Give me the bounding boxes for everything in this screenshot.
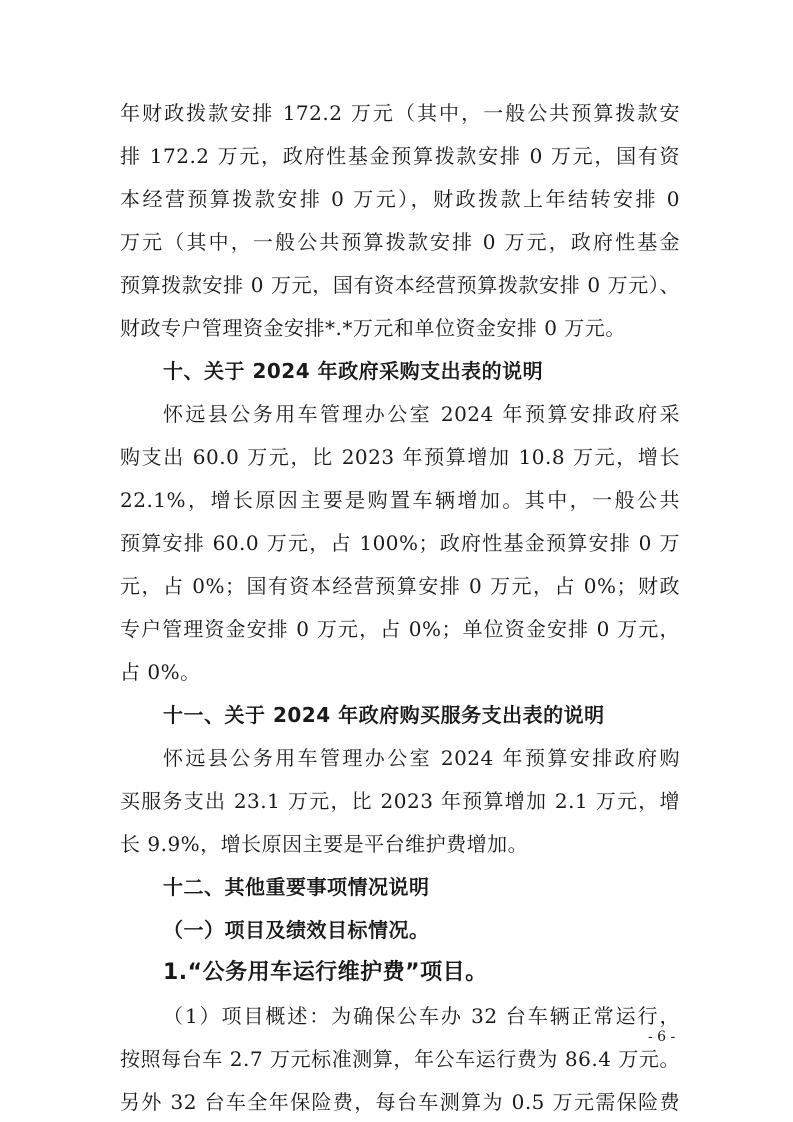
body-text-line: 长 9.9%，增长原因主要是平台维护费增加。 bbox=[120, 832, 529, 856]
body-text-line: 怀远县公务用车管理办公室 2024 年预算安排政府采 bbox=[163, 402, 680, 426]
body-text-line: 排 172.2 万元，政府性基金预算拨款安排 0 万元，国有资 bbox=[120, 144, 680, 168]
body-text-line: 万元（其中，一般公共预算拨款安排 0 万元，政府性基金 bbox=[120, 230, 680, 254]
body-text-line: 购支出 60.0 万元，比 2023 年预算增加 10.8 万元，增长 bbox=[120, 445, 680, 469]
body-text-line: 本经营预算拨款安排 0 万元），财政拨款上年结转安排 0 bbox=[120, 187, 680, 211]
body-text-line: 22.1%，增长原因主要是购置车辆增加。其中，一般公共 bbox=[120, 488, 680, 512]
body-text-line: 另外 32 台车全年保险费，每台车测算为 0.5 万元需保险费 bbox=[120, 1090, 680, 1114]
section-heading-10: 十、关于 2024 年政府采购支出表的说明 bbox=[163, 359, 544, 383]
section-heading-11: 十一、关于 2024 年政府购买服务支出表的说明 bbox=[163, 703, 605, 727]
body-text-line: 占 0%。 bbox=[120, 660, 201, 684]
section-heading-12: 十二、其他重要事项情况说明 bbox=[163, 875, 430, 899]
body-text-line: 专户管理资金安排 0 万元，占 0%；单位资金安排 0 万元， bbox=[120, 617, 680, 641]
body-text-line: 年财政拨款安排 172.2 万元（其中，一般公共预算拨款安 bbox=[120, 101, 680, 125]
page-number: - 6 - bbox=[648, 1029, 676, 1045]
body-text-line: 财政专户管理资金安排*.*万元和单位资金安排 0 万元。 bbox=[120, 316, 626, 340]
body-text-line: （1）项目概述：为确保公车办 32 台车辆正常运行， bbox=[163, 1004, 680, 1028]
body-text-line: 预算安排 60.0 万元，占 100%；政府性基金预算安排 0 万 bbox=[120, 531, 680, 555]
body-text-line: 预算拨款安排 0 万元，国有资本经营预算拨款安排 0 万元）、 bbox=[120, 273, 680, 297]
body-text-line: 买服务支出 23.1 万元，比 2023 年预算增加 2.1 万元，增 bbox=[120, 789, 680, 813]
subsection-heading: （一）项目及绩效目标情况。 bbox=[163, 918, 430, 942]
body-text-line: 元，占 0%；国有资本经营预算安排 0 万元，占 0%；财政 bbox=[120, 574, 680, 598]
body-text-line: 怀远县公务用车管理办公室 2024 年预算安排政府购 bbox=[163, 746, 680, 770]
body-text-line: 按照每台车 2.7 万元标准测算，年公车运行费为 86.4 万元。 bbox=[120, 1047, 680, 1071]
item-heading: 1.“公务用车运行维护费”项目。 bbox=[163, 960, 488, 985]
